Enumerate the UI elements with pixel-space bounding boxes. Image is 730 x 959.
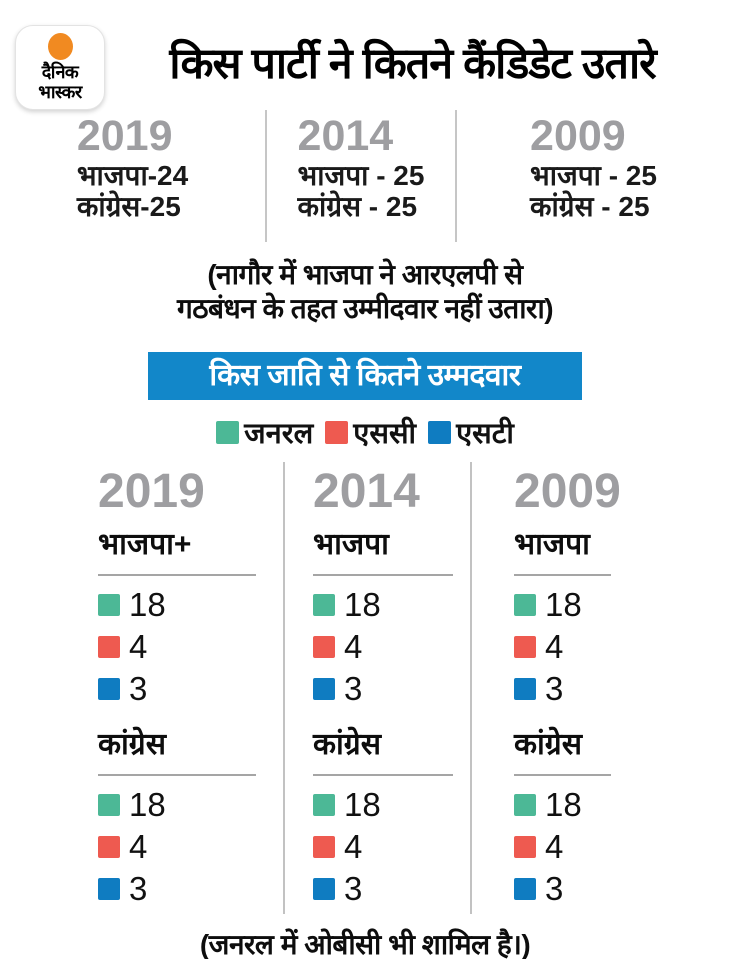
party-name: भाजपा xyxy=(313,528,389,561)
general-swatch-icon xyxy=(313,594,335,616)
year-label: 2014 xyxy=(313,465,420,518)
count-value: 4 xyxy=(344,628,363,665)
st-swatch-icon xyxy=(514,878,536,900)
party-group-bjp xyxy=(514,528,730,710)
legend-label: एसटी xyxy=(456,418,514,450)
page-title: किस पार्टी ने कितने कैंडिडेट उतारे xyxy=(169,40,656,88)
count-value: 18 xyxy=(545,586,582,623)
legend-item-st xyxy=(428,413,514,452)
caste-column-2014 xyxy=(283,462,470,914)
party-name: कांग्रेस xyxy=(98,728,167,761)
year-label: 2009 xyxy=(530,112,626,160)
count-value: 4 xyxy=(129,628,148,665)
value-list xyxy=(313,584,470,710)
logo-sun-icon xyxy=(48,33,73,60)
alliance-note xyxy=(0,258,730,326)
value-row-st xyxy=(313,868,470,910)
count-value: 3 xyxy=(129,670,148,707)
caste-legend xyxy=(0,413,730,452)
count-value: 4 xyxy=(545,628,564,665)
value-row-st xyxy=(98,668,283,710)
count-value: 18 xyxy=(545,786,582,823)
divider-line xyxy=(98,774,256,776)
st-swatch-icon xyxy=(428,421,451,444)
year-label: 2009 xyxy=(514,465,621,518)
sc-swatch-icon xyxy=(514,636,536,658)
sc-swatch-icon xyxy=(514,836,536,858)
party-name: भाजपा+ xyxy=(98,528,192,561)
obc-footnote: (जनरल में ओबीसी भी शामिल है।) xyxy=(199,929,531,959)
party-column-2019 xyxy=(0,110,265,242)
caste-column-2019 xyxy=(0,462,283,914)
general-swatch-icon xyxy=(98,794,120,816)
caste-breakup-section xyxy=(0,462,730,914)
value-list xyxy=(313,784,470,910)
legend-label: एससी xyxy=(353,418,417,450)
value-row-sc xyxy=(514,826,730,868)
party-group-congress xyxy=(98,728,283,910)
count-value: 18 xyxy=(129,586,166,623)
party-name: कांग्रेस xyxy=(313,728,382,761)
header xyxy=(0,0,730,110)
sc-swatch-icon xyxy=(313,836,335,858)
general-swatch-icon xyxy=(514,594,536,616)
caste-column-2009 xyxy=(470,462,730,914)
count-value: 4 xyxy=(129,828,148,865)
st-swatch-icon xyxy=(98,678,120,700)
logo-text-line1: दैनिक xyxy=(41,62,79,82)
value-row-st xyxy=(514,668,730,710)
legend-item-general xyxy=(216,413,313,452)
value-row-sc xyxy=(98,826,283,868)
divider-line xyxy=(98,574,256,576)
party-group-congress xyxy=(514,728,730,910)
value-row-sc xyxy=(514,626,730,668)
general-swatch-icon xyxy=(514,794,536,816)
legend-label: जनरल xyxy=(244,418,314,450)
value-row-sc xyxy=(313,626,470,668)
party-column-content xyxy=(530,112,657,222)
party-column-2014 xyxy=(265,110,455,242)
party-column-content xyxy=(298,112,425,222)
value-row-sc xyxy=(313,826,470,868)
alliance-note-line1: (नागौर में भाजपा ने आरएलपी से xyxy=(207,259,523,290)
sc-swatch-icon xyxy=(98,636,120,658)
value-row-general xyxy=(98,584,283,626)
year-label: 2019 xyxy=(76,112,173,160)
st-swatch-icon xyxy=(313,678,335,700)
party-count: कांग्रेस - 25 xyxy=(297,191,418,222)
count-value: 18 xyxy=(129,786,166,823)
value-list xyxy=(514,784,730,910)
dainik-bhaskar-logo xyxy=(15,25,105,110)
party-group-bjp xyxy=(98,528,283,710)
party-count: भाजपा - 25 xyxy=(530,160,657,191)
sc-swatch-icon xyxy=(325,421,348,444)
alliance-note-line2: गठबंधन के तहत उम्मीदवार नहीं उतारा) xyxy=(176,293,554,324)
party-count: भाजपा - 25 xyxy=(297,160,425,191)
value-row-general xyxy=(514,784,730,826)
sc-swatch-icon xyxy=(313,636,335,658)
count-value: 18 xyxy=(344,586,381,623)
value-row-general xyxy=(313,584,470,626)
value-row-general xyxy=(313,784,470,826)
count-value: 3 xyxy=(344,670,363,707)
logo-text-line2: भास्कर xyxy=(38,82,82,102)
year-label: 2019 xyxy=(98,465,205,518)
value-list xyxy=(98,784,283,910)
st-swatch-icon xyxy=(313,878,335,900)
party-name: कांग्रेस xyxy=(514,728,583,761)
legend-item-sc xyxy=(325,413,416,452)
st-swatch-icon xyxy=(514,678,536,700)
value-row-st xyxy=(313,668,470,710)
party-column-2009 xyxy=(455,110,730,242)
count-value: 18 xyxy=(344,786,381,823)
divider-line xyxy=(313,774,453,776)
general-swatch-icon xyxy=(313,794,335,816)
value-list xyxy=(514,584,730,710)
party-name: भाजपा xyxy=(514,528,590,561)
general-swatch-icon xyxy=(216,421,239,444)
count-value: 3 xyxy=(129,870,148,907)
sc-swatch-icon xyxy=(98,836,120,858)
divider-line xyxy=(514,774,611,776)
count-value: 4 xyxy=(344,828,363,865)
year-label: 2014 xyxy=(297,112,394,160)
value-row-st xyxy=(98,868,283,910)
divider-line xyxy=(313,574,453,576)
divider-line xyxy=(514,574,611,576)
party-count: कांग्रेस - 25 xyxy=(530,191,650,222)
count-value: 3 xyxy=(545,670,564,707)
party-candidates-section xyxy=(0,110,730,242)
caste-section-banner: किस जाति से कितने उम्मदवार xyxy=(148,352,582,400)
value-list xyxy=(98,584,283,710)
count-value: 4 xyxy=(545,828,564,865)
value-row-st xyxy=(514,868,730,910)
party-column-content xyxy=(77,112,188,222)
value-row-general xyxy=(98,784,283,826)
count-value: 3 xyxy=(344,870,363,907)
st-swatch-icon xyxy=(98,878,120,900)
party-count: भाजपा-24 xyxy=(76,160,189,191)
party-group-congress xyxy=(313,728,470,910)
party-group-bjp xyxy=(313,528,470,710)
party-count: कांग्रेस-25 xyxy=(76,191,181,222)
value-row-general xyxy=(514,584,730,626)
value-row-sc xyxy=(98,626,283,668)
general-swatch-icon xyxy=(98,594,120,616)
count-value: 3 xyxy=(545,870,564,907)
